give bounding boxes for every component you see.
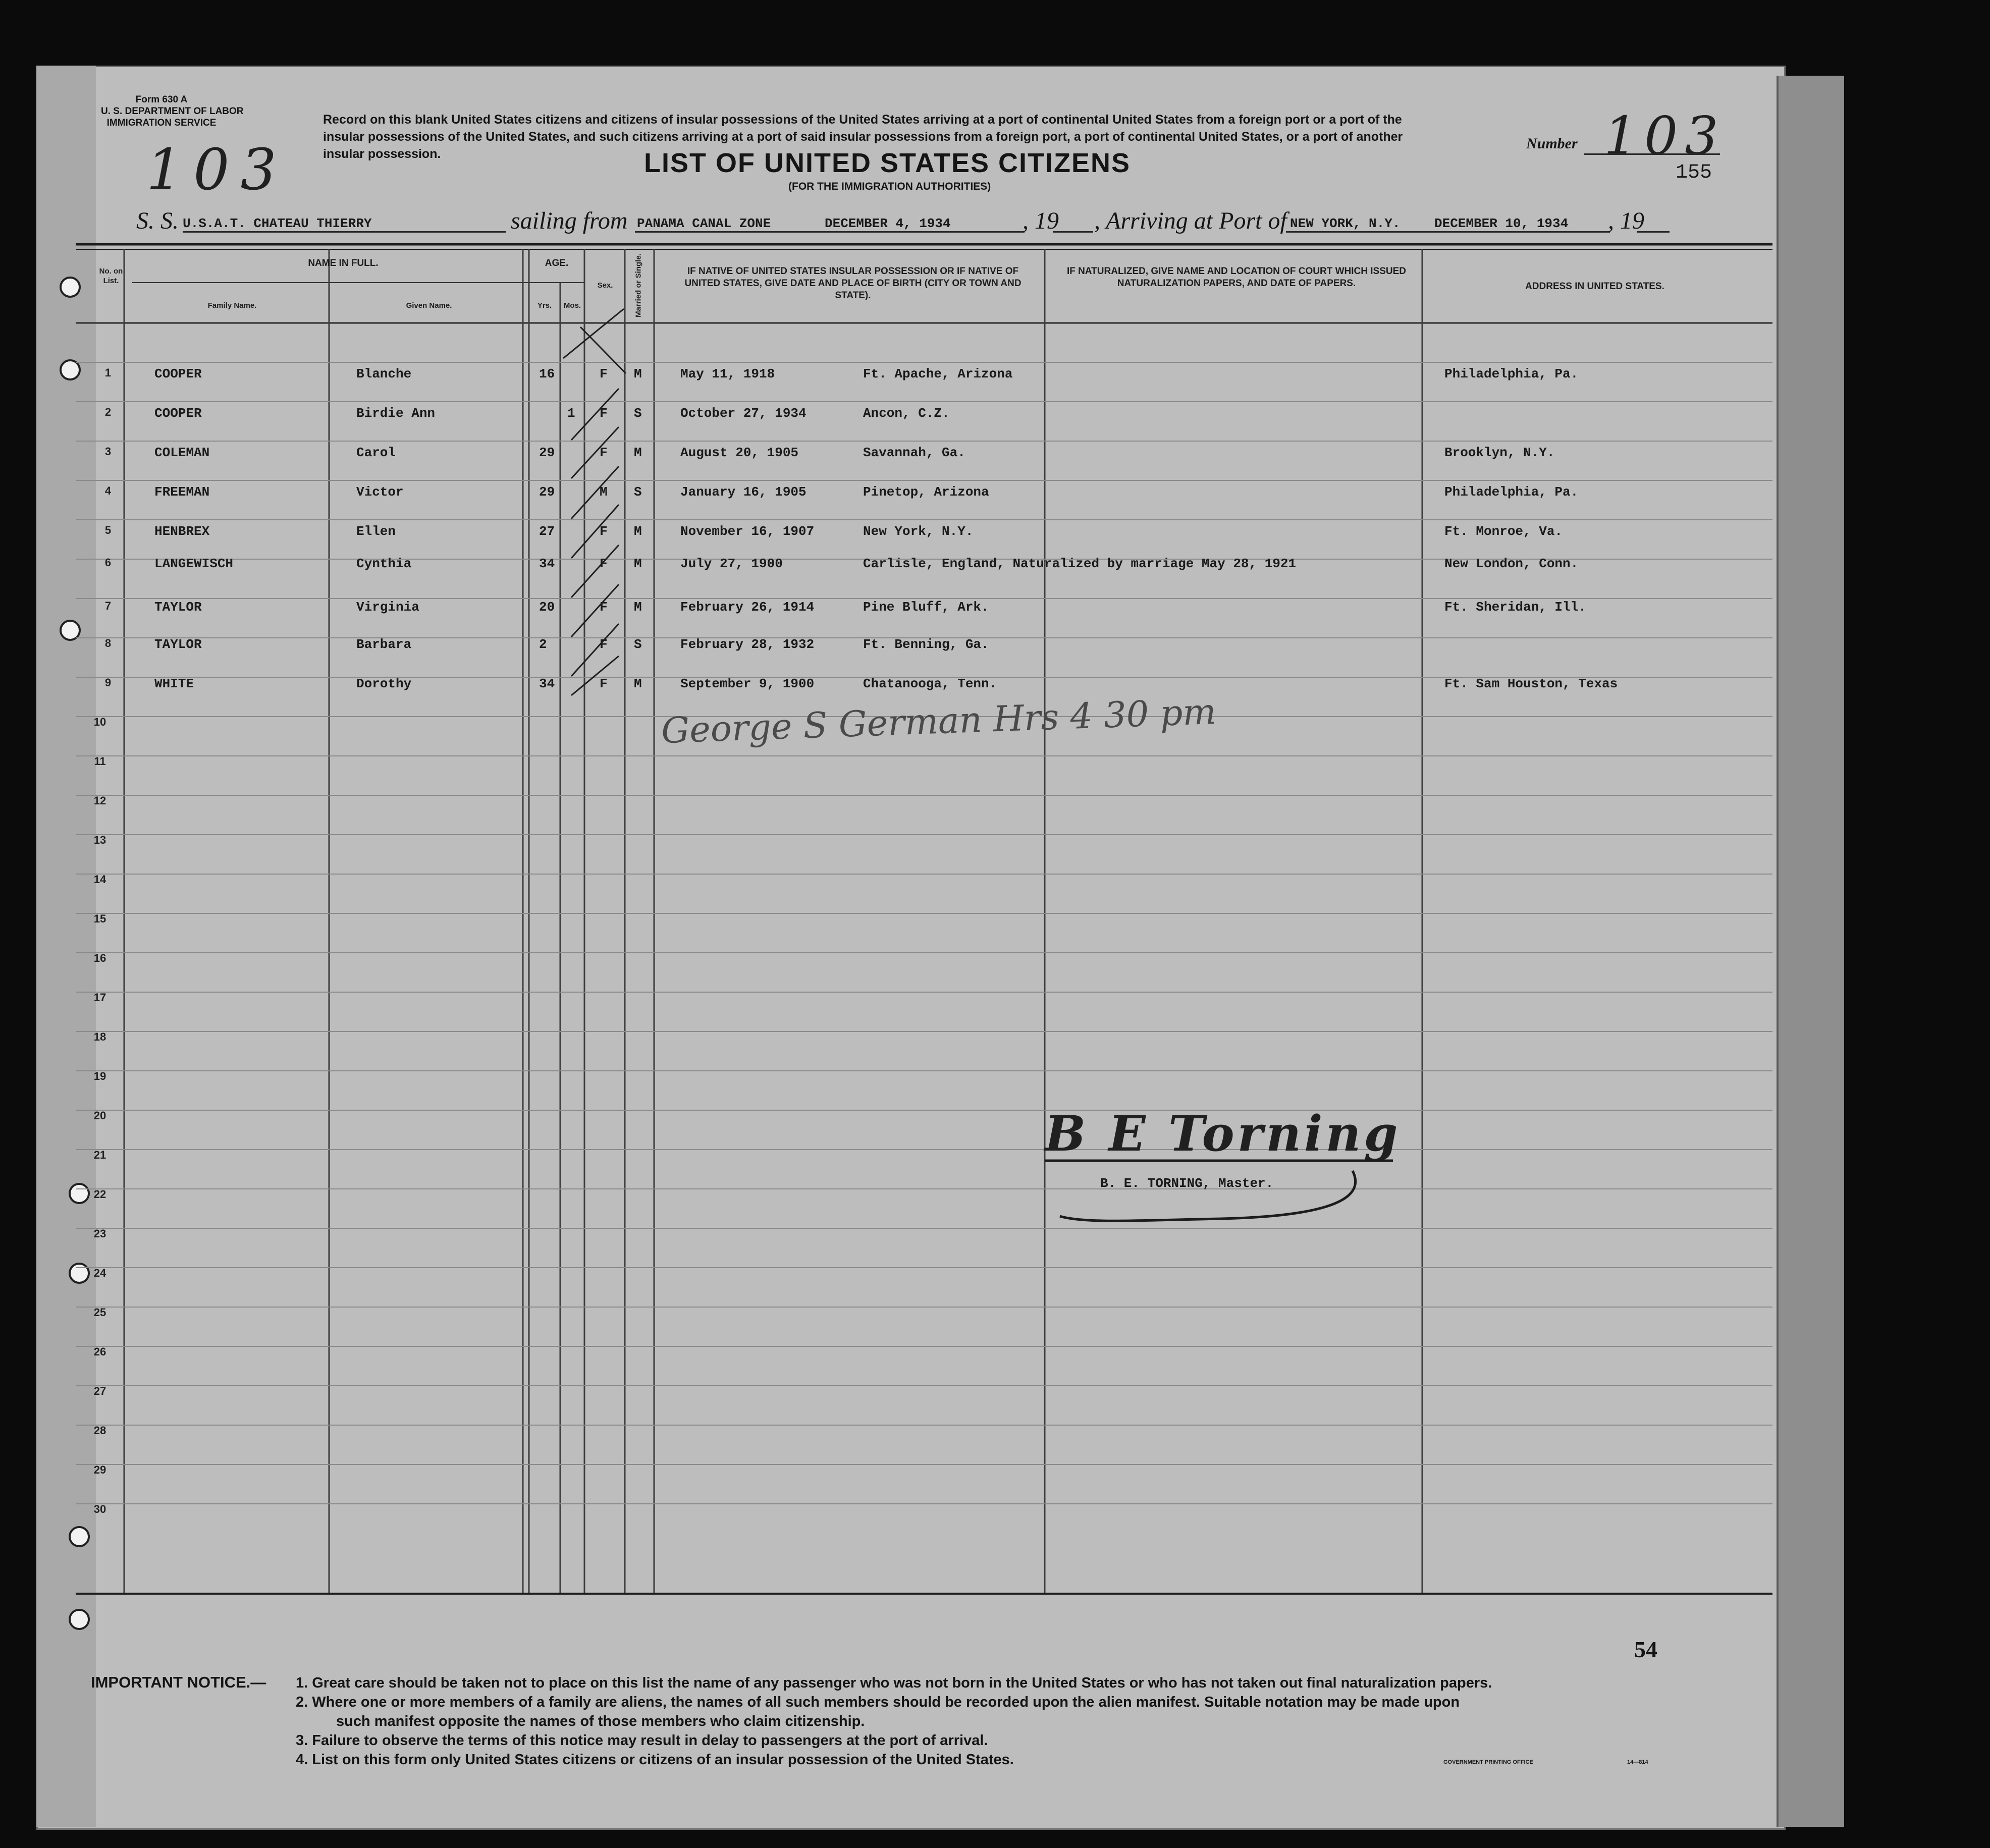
birth-date: October 27, 1934 bbox=[680, 406, 806, 421]
arrival-date: DECEMBER 10, 1934 bbox=[1434, 216, 1569, 231]
number-label: Number bbox=[1526, 135, 1578, 152]
marital-status: S bbox=[634, 637, 642, 652]
col-header-naturalization: IF NATURALIZED, GIVE NAME AND LOCATION OF COURT WHICH ISSUED NATURALIZATION PAPERS, AND DATE OF PAPERS. bbox=[1066, 266, 1406, 289]
sex: F bbox=[600, 676, 608, 691]
row-number: 27 bbox=[93, 1385, 106, 1397]
row-number: 28 bbox=[93, 1424, 106, 1437]
us-address: New London, Conn. bbox=[1444, 556, 1579, 571]
us-address: Ft. Monroe, Va. bbox=[1444, 524, 1563, 539]
sex: F bbox=[600, 366, 608, 382]
birth-date: September 9, 1900 bbox=[680, 676, 815, 691]
row-number: 3 bbox=[104, 445, 112, 458]
page-number: 54 bbox=[1634, 1637, 1657, 1662]
printer-imprint: GOVERNMENT PRINTING OFFICE bbox=[1443, 1759, 1533, 1765]
master-signature: B E Torning bbox=[1045, 1105, 1401, 1162]
birth-date: January 16, 1905 bbox=[680, 484, 806, 500]
row-number: 25 bbox=[93, 1306, 106, 1319]
notice-item: 4. List on this form only United States citizens or citizens of an insular possession of the United States. bbox=[296, 1752, 1014, 1768]
age-years: 2 bbox=[539, 637, 547, 652]
row-number: 23 bbox=[93, 1227, 106, 1240]
family-name: COLEMAN bbox=[154, 445, 210, 460]
family-name: WHITE bbox=[154, 676, 194, 691]
marital-status: M bbox=[634, 556, 642, 571]
sex: F bbox=[600, 556, 608, 571]
printer-code: 14—814 bbox=[1627, 1759, 1648, 1765]
birth-date: February 28, 1932 bbox=[680, 637, 815, 652]
row-number: 26 bbox=[93, 1345, 106, 1358]
col-header-yrs: Yrs. bbox=[537, 301, 552, 310]
row-number: 14 bbox=[93, 873, 106, 886]
family-name: COOPER bbox=[154, 406, 202, 421]
handwritten-list-number: 103 bbox=[146, 137, 288, 203]
row-number: 24 bbox=[93, 1267, 106, 1279]
birth-place: Ft. Apache, Arizona bbox=[863, 366, 1013, 382]
col-header-mos: Mos. bbox=[563, 301, 581, 310]
family-name: TAYLOR bbox=[154, 637, 202, 652]
row-number: 21 bbox=[93, 1149, 106, 1161]
given-name: Cynthia bbox=[356, 556, 412, 571]
us-address: Philadelphia, Pa. bbox=[1444, 366, 1579, 382]
sex: F bbox=[600, 445, 608, 460]
age-years: 20 bbox=[539, 600, 555, 615]
year-label-departure: , 19 bbox=[1023, 207, 1059, 234]
birth-place: Chatanooga, Tenn. bbox=[863, 676, 997, 691]
col-header-family-name: Family Name. bbox=[207, 301, 257, 310]
manifest-number: 103 bbox=[1604, 105, 1726, 167]
us-address: Ft. Sheridan, Ill. bbox=[1444, 600, 1586, 615]
marital-status: M bbox=[634, 366, 642, 382]
given-name: Ellen bbox=[356, 524, 396, 539]
row-number: 7 bbox=[104, 600, 112, 612]
col-header-age: AGE. bbox=[545, 258, 569, 268]
col-header-name: NAME IN FULL. bbox=[308, 258, 379, 268]
birth-date: May 11, 1918 bbox=[680, 366, 775, 382]
row-number: 29 bbox=[93, 1463, 106, 1476]
vessel-name: U.S.A.T. CHATEAU THIERRY bbox=[183, 216, 372, 231]
page-subtitle: (FOR THE IMMIGRATION AUTHORITIES) bbox=[788, 181, 991, 192]
sex: F bbox=[600, 600, 608, 615]
stamp-number: 155 bbox=[1676, 161, 1712, 184]
col-header-married-single: Married or Single. bbox=[634, 253, 643, 317]
arrival-port: NEW YORK, N.Y. bbox=[1290, 216, 1401, 231]
given-name: Victor bbox=[356, 484, 404, 500]
birth-place: Ft. Benning, Ga. bbox=[863, 637, 989, 652]
family-name: FREEMAN bbox=[154, 484, 210, 500]
birth-place: Savannah, Ga. bbox=[863, 445, 965, 460]
us-address: Brooklyn, N.Y. bbox=[1444, 445, 1555, 460]
age-years: 34 bbox=[539, 676, 555, 691]
row-number: 1 bbox=[104, 366, 112, 379]
given-name: Dorothy bbox=[356, 676, 412, 691]
us-address: Philadelphia, Pa. bbox=[1444, 484, 1579, 500]
col-header-address: ADDRESS IN UNITED STATES. bbox=[1525, 281, 1664, 292]
department-name: U. S. DEPARTMENT OF LABOR bbox=[101, 106, 244, 117]
form-number: Form 630 A bbox=[135, 94, 188, 105]
marital-status: M bbox=[634, 524, 642, 539]
service-name: IMMIGRATION SERVICE bbox=[106, 118, 217, 128]
notice-item: such manifest opposite the names of those members who claim citizenship. bbox=[336, 1713, 865, 1729]
notice-heading: IMPORTANT NOTICE.— bbox=[91, 1673, 266, 1691]
departure-port: PANAMA CANAL ZONE bbox=[637, 216, 771, 231]
marital-status: S bbox=[634, 406, 642, 421]
master-name-typed: B. E. TORNING, Master. bbox=[1100, 1176, 1274, 1191]
col-header-given-name: Given Name. bbox=[406, 301, 452, 310]
row-number: 11 bbox=[94, 755, 106, 768]
row-number: 2 bbox=[104, 406, 112, 418]
birth-date: August 20, 1905 bbox=[680, 445, 799, 460]
year-label-arrival: , 19 bbox=[1608, 207, 1644, 234]
birth-place: Pinetop, Arizona bbox=[863, 484, 989, 500]
given-name: Birdie Ann bbox=[356, 406, 436, 421]
us-address: Ft. Sam Houston, Texas bbox=[1444, 676, 1618, 691]
birth-place: Ancon, C.Z. bbox=[863, 406, 950, 421]
given-name: Carol bbox=[356, 445, 396, 460]
row-number: 10 bbox=[93, 716, 106, 728]
sex: F bbox=[600, 524, 608, 539]
row-number: 22 bbox=[93, 1188, 106, 1201]
notice-item: 2. Where one or more members of a family are aliens, the names of all such members should be recorded upon the alien manifest. Suitable notation may be made upon bbox=[296, 1694, 1460, 1710]
given-name: Barbara bbox=[356, 637, 412, 652]
notice-item: 3. Failure to observe the terms of this notice may result in delay to passengers at the port of arrival. bbox=[296, 1732, 988, 1749]
given-name: Blanche bbox=[356, 366, 412, 382]
marital-status: M bbox=[634, 445, 642, 460]
row-number: 13 bbox=[93, 834, 106, 846]
marital-status: S bbox=[634, 484, 642, 500]
col-header-birth: IF NATIVE OF UNITED STATES INSULAR POSSESSION OR IF NATIVE OF UNITED STATES, GIVE DATE AND PLACE OF BIRTH (CITY OR TOWN AND STATE). bbox=[684, 266, 1021, 301]
page-title: LIST OF UNITED STATES CITIZENS bbox=[644, 148, 1131, 178]
age-years: 29 bbox=[539, 484, 555, 500]
row-number: 9 bbox=[104, 676, 112, 689]
family-name: LANGEWISCH bbox=[154, 556, 234, 571]
row-number: 20 bbox=[93, 1109, 106, 1122]
col-header-no: No. on List. bbox=[99, 267, 123, 285]
marital-status: M bbox=[634, 676, 642, 691]
instructions-text: Record on this blank United States citizens and citizens of insular possessions of the United States arriving at a port of continental United States from a foreign port or a port of the insular possessions of the United States, and such citizens arriving at a port of said insular possessions from a foreign port, a port of continental United States, or a port of another insular possession. bbox=[323, 113, 1403, 161]
row-number: 30 bbox=[93, 1503, 106, 1515]
sex: F bbox=[600, 406, 608, 421]
birth-date: February 26, 1914 bbox=[680, 600, 815, 615]
handwritten-inspector-note: George S German Hrs 4 30 pm bbox=[660, 690, 1217, 752]
marital-status: M bbox=[634, 600, 642, 615]
age-years: 34 bbox=[539, 556, 555, 571]
age-years: 16 bbox=[539, 366, 555, 382]
arriving-label: , Arriving at Port of bbox=[1094, 207, 1287, 234]
row-number: 15 bbox=[93, 912, 106, 925]
birth-place: Carlisle, England, Naturalized by marriage May 28, 1921 bbox=[863, 556, 1297, 571]
birth-place: New York, N.Y. bbox=[863, 524, 974, 539]
sex: F bbox=[600, 637, 608, 652]
row-number: 8 bbox=[104, 637, 112, 649]
family-name: HENBREX bbox=[154, 524, 210, 539]
row-number: 19 bbox=[93, 1070, 106, 1082]
row-number: 16 bbox=[93, 952, 106, 964]
age-months: 1 bbox=[567, 406, 575, 421]
given-name: Virginia bbox=[356, 600, 419, 615]
col-header-sex: Sex. bbox=[597, 281, 613, 290]
family-name: TAYLOR bbox=[154, 600, 202, 615]
birth-place: Pine Bluff, Ark. bbox=[863, 600, 989, 615]
row-number: 18 bbox=[93, 1030, 106, 1043]
age-years: 27 bbox=[539, 524, 555, 539]
notice-item: 1. Great care should be taken not to place on this list the name of any passenger who was not born in the United States or who has not taken out final naturalization papers. bbox=[296, 1675, 1492, 1691]
row-number: 4 bbox=[104, 484, 112, 497]
birth-date: July 27, 1900 bbox=[680, 556, 783, 571]
sailing-from-label: sailing from bbox=[511, 207, 628, 234]
sex: M bbox=[600, 484, 608, 500]
birth-date: November 16, 1907 bbox=[680, 524, 815, 539]
row-number: 6 bbox=[104, 556, 112, 569]
age-years: 29 bbox=[539, 445, 555, 460]
departure-date: DECEMBER 4, 1934 bbox=[825, 216, 951, 231]
family-name: COOPER bbox=[154, 366, 202, 382]
row-number: 12 bbox=[93, 794, 106, 807]
row-number: 5 bbox=[104, 524, 112, 536]
ss-label: S. S. bbox=[136, 207, 179, 234]
signature-flourish bbox=[1040, 1100, 1403, 1231]
row-number: 17 bbox=[93, 991, 106, 1004]
